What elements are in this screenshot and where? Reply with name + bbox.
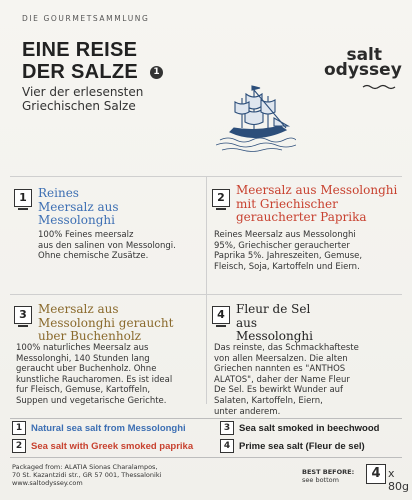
- section-1-body-line: Ohne chemische Zusätze.: [38, 251, 149, 262]
- legend-number: 2: [12, 439, 26, 453]
- website-text: www.saltodyssey.com: [12, 479, 83, 487]
- legend-number: 1: [12, 421, 26, 435]
- section-2-body-line: Fleisch, Soja, Kartoffeln und Eiern.: [214, 261, 360, 272]
- section-4-title-line: aus: [236, 315, 258, 330]
- best-before-value: see bottom: [302, 476, 339, 484]
- legend-item-1: [12, 421, 186, 435]
- section-4-body-line: De Sel. Es bewirkt Wunder auf: [214, 385, 344, 396]
- section-3-title-line: Messolonghi geraucht: [38, 315, 174, 330]
- quantity-box: 4: [366, 464, 386, 484]
- section-2-body: [214, 230, 362, 272]
- section-3-body-line: kunstliche Raucharomen. Es ist ideal: [16, 374, 173, 385]
- legend-text: Sea salt with Greek smoked paprika: [31, 440, 194, 452]
- legend-item-2: [12, 439, 193, 453]
- title-line-2: DER SALZE: [22, 61, 139, 83]
- legend-text: Sea salt smoked in beechwood: [239, 422, 380, 434]
- section-2-title: [236, 184, 397, 225]
- section-1-body-line: aus den salinen von Messolongi.: [38, 240, 176, 251]
- section-4-body: [214, 343, 359, 417]
- section-3-body-line: 100% naturliches Meersalz aus: [16, 343, 149, 353]
- section-3-body-line: geraucht uber Buchenholz. Ohne: [16, 364, 157, 375]
- section-4-number: 4: [212, 306, 230, 324]
- section-4-title-line: Fleur de Sel: [236, 302, 311, 316]
- best-before: [302, 468, 354, 484]
- section-4-body-line: von allen Meersalzen. Die alten: [214, 353, 348, 364]
- legend-text: Prime sea salt (Fleur de sel): [239, 440, 365, 452]
- wave-icon: [362, 84, 398, 90]
- section-2-title-line: geraucherter Paprika: [236, 210, 367, 224]
- subtitle: [22, 85, 143, 113]
- legend-divider-top: [10, 418, 402, 419]
- section-1-title-line: Reines: [38, 186, 79, 200]
- packaging-info: [12, 463, 161, 487]
- section-1-body: [38, 230, 176, 262]
- section-2-body-line: Paprika 5%. Jahreszeiten, Gemuse,: [214, 251, 363, 262]
- title-line-1: EINE REISE: [22, 39, 138, 61]
- section-4-title: [236, 303, 313, 344]
- legend-text: Natural sea salt from Messolonghi: [31, 422, 186, 434]
- section-3-body-line: Messolonghi, 140 Stunden lang: [16, 353, 150, 364]
- section-3-title-line: uber Buchenholz: [38, 329, 142, 343]
- section-4-body-line: Das reinste, das Schmackhafteste: [214, 343, 359, 353]
- subtitle-line-2: Griechischen Salze: [22, 99, 136, 113]
- logo-line-1: salt: [346, 45, 382, 65]
- subtitle-line-1: Vier der erlesensten: [22, 85, 144, 99]
- legend-item-3: [220, 421, 379, 435]
- logo-line-2: odyssey: [324, 60, 402, 80]
- packaging-line: Packaged from: ALATIA Sionas Charalampos,: [12, 463, 158, 471]
- divider-vertical: [206, 176, 207, 404]
- section-2-body-line: 95%, Griechischer geraucherter: [214, 240, 350, 251]
- section-4-body-line: ALATOS", daher der Name Fleur: [214, 374, 350, 385]
- section-2-title-line: Meersalz aus Messolonghi: [236, 183, 398, 197]
- section-3-body-line: fur Fleisch, Gemuse, Kartoffeln,: [16, 385, 151, 396]
- section-4-body-line: unter anderem.: [214, 406, 281, 417]
- legend-number: 4: [220, 439, 234, 453]
- brand-line: DIE GOURMETSAMMLUNG: [22, 14, 150, 23]
- section-4-body-line: Griechen nannten es "ANTHOS: [214, 364, 346, 375]
- section-1-body-line: 100% Feines meersalz: [38, 230, 134, 240]
- title-badge: 1: [150, 66, 163, 79]
- section-2-number: 2: [212, 189, 230, 207]
- brand-logo: [324, 45, 402, 80]
- packaging-line: 70 St. Kazantzidi str., GR 57 001, Thessaloniki: [12, 471, 162, 479]
- ship-icon: [216, 82, 296, 154]
- legend-number: 3: [220, 421, 234, 435]
- section-1-title-line: Messolonghi: [38, 213, 115, 227]
- legend-divider-bottom: [10, 457, 402, 458]
- section-4-body-line: Salaten, Kartoffeln, Eiern,: [214, 395, 323, 406]
- best-before-label: BEST BEFORE:: [302, 468, 355, 476]
- section-3-number: 3: [14, 306, 32, 324]
- section-3-body-line: Suppen und vegetarische Gerichte.: [16, 395, 167, 406]
- section-1-title: [38, 187, 119, 228]
- section-1-number: 1: [14, 189, 32, 207]
- section-1-title-line: Meersalz aus: [38, 199, 119, 214]
- quantity-text: x 80g: [388, 467, 409, 493]
- section-2-body-line: Reines Meersalz aus Messolonghi: [214, 230, 356, 240]
- section-3-title: [38, 303, 173, 344]
- legend-item-4: [220, 439, 365, 453]
- section-4-title-line: Messolonghi: [236, 329, 313, 343]
- section-2-title-line: mit Griechischer: [236, 196, 338, 211]
- section-3-title-line: Meersalz aus: [38, 302, 119, 316]
- page-title: [22, 39, 138, 83]
- section-3-body: [16, 343, 172, 407]
